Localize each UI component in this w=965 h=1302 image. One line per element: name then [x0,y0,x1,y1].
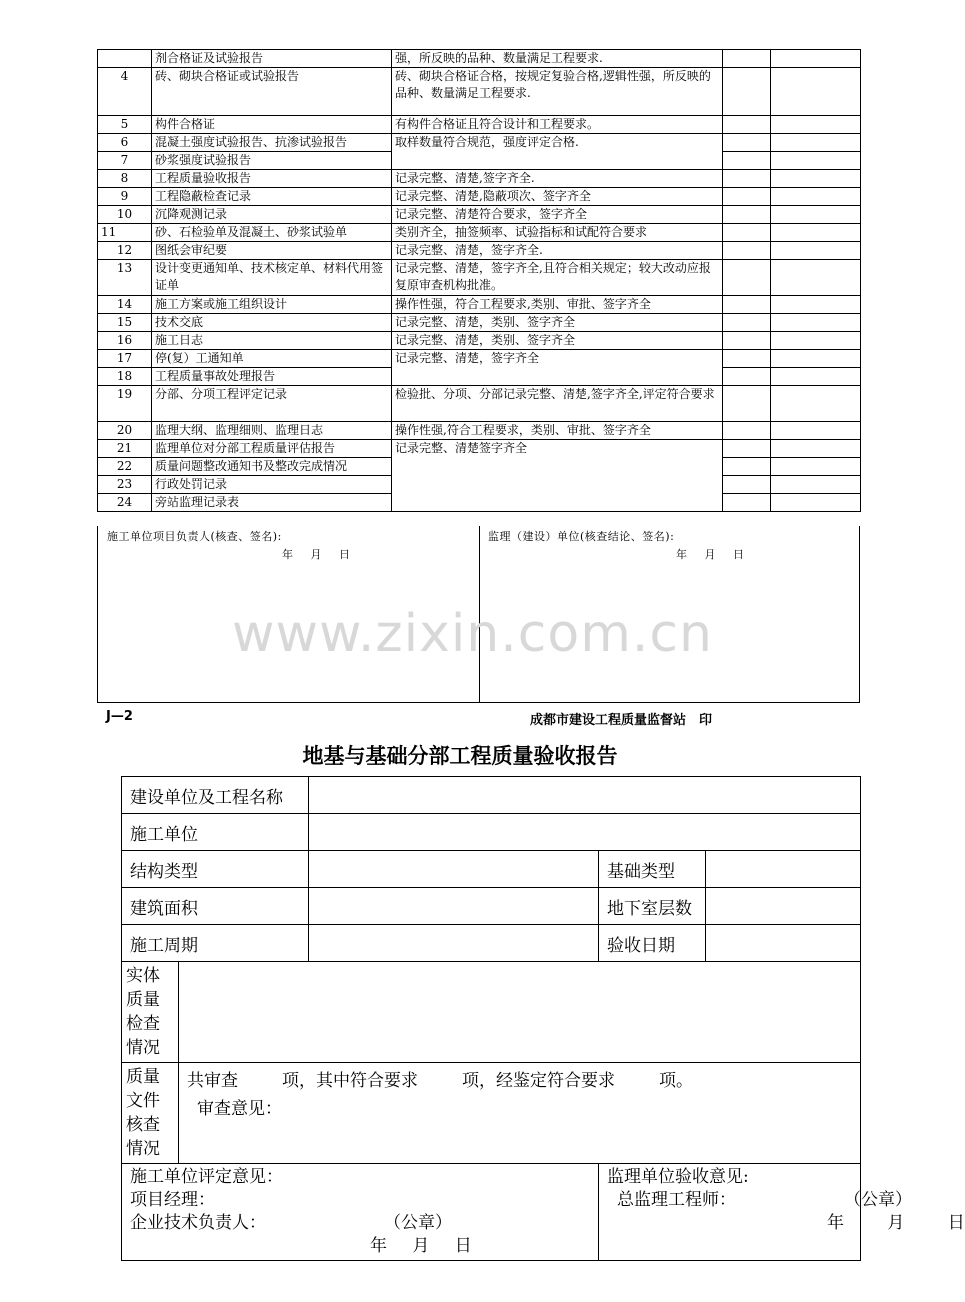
owner-project-label: 建设单位及工程名称 [122,777,309,814]
document-item: 工程隐蔽检查记录 [152,188,392,206]
watermark: www.zixin.com.cn [232,604,713,664]
row-number: 12 [98,242,152,260]
check-cell[interactable] [723,332,771,350]
document-item: 质量问题整改通知书及整改完成情况 [152,458,392,476]
remark-cell[interactable] [771,458,861,476]
row-number: 19 [98,386,152,422]
label-line: 检查 [126,1014,160,1034]
remark-cell[interactable] [771,224,861,242]
document-item: 监理单位对分部工程质量评估报告 [152,440,392,458]
label-line: 实体 [126,966,160,986]
requirement-text: 强，所反映的品种、数量满足工程要求. [392,50,723,68]
requirement-text: 记录完整、清楚，签字齐全. [392,242,723,260]
remark-cell[interactable] [771,386,861,422]
contractor-seal-label: （公章） [384,1213,452,1233]
document-item: 停(复）工通知单 [152,350,392,368]
row-number: 20 [98,422,152,440]
construction-period-field[interactable] [309,925,599,962]
checklist-row [98,350,861,368]
remark-cell[interactable] [771,476,861,494]
row-number: 13 [98,260,152,296]
basement-floors-label: 地下室层数 [599,888,706,925]
issuing-organization: 成都市建设工程质量监督站 印 [530,713,713,728]
requirement-text: 操作性强,符合工程要求，类别、审批、签字齐全 [392,422,723,440]
check-cell[interactable] [723,188,771,206]
requirement-text: 有构件合格证且符合设计和工程要求。 [392,116,723,134]
requirement-text: 砖、砌块合格证合格，按规定复验合格,逻辑性强，所反映的品种、数量满足工程要求. [392,68,723,116]
requirement-text: 记录完整、清楚，类别、签字齐全 [392,314,723,332]
contractor-field[interactable] [309,814,861,851]
checklist-row [98,242,861,260]
supervisor-sign-date: 年 月 日 [676,548,744,561]
check-cell[interactable] [723,152,771,170]
check-cell[interactable] [723,134,771,152]
checklist-row [98,50,861,68]
remark-cell[interactable] [771,50,861,68]
supervisor-seal-label: （公章） [844,1190,912,1210]
structure-type-label: 结构类型 [122,851,309,888]
construction-period-label: 施工周期 [122,925,309,962]
requirement-text: 操作性强，符合工程要求,类别、审批、签字齐全 [392,296,723,314]
document-item: 分部、分项工程评定记录 [152,386,392,422]
document-item: 构件合格证 [152,116,392,134]
row-number: 24 [98,494,152,512]
review-text: 项，其中符合要求 [282,1071,418,1091]
check-cell[interactable] [723,50,771,68]
document-item: 工程质量事故处理报告 [152,368,392,386]
row-number: 7 [98,152,152,170]
contractor-opinion-label: 施工单位评定意见： [130,1167,283,1187]
check-cell[interactable] [723,422,771,440]
row-number: 18 [98,368,152,386]
check-cell[interactable] [723,440,771,458]
document-item: 技术交底 [152,314,392,332]
review-text: 项，经鉴定符合要求 [462,1071,615,1091]
check-cell[interactable] [723,68,771,116]
foundation-type-field[interactable] [706,851,861,888]
row-number: 16 [98,332,152,350]
checklist-row [98,440,861,458]
remark-cell[interactable] [771,314,861,332]
checklist-row [98,386,861,422]
row-number: 11 [98,224,152,242]
check-cell[interactable] [723,494,771,512]
foundation-type-label: 基础类型 [599,851,706,888]
acceptance-date-field[interactable] [706,925,861,962]
physical-quality-field[interactable] [179,962,861,1063]
owner-project-field[interactable] [309,777,861,814]
remark-cell[interactable] [771,206,861,224]
document-item: 砂浆强度试验报告 [152,152,392,170]
check-cell[interactable] [723,314,771,332]
remark-cell[interactable] [771,260,861,296]
label-line: 文件 [126,1091,160,1111]
remark-cell[interactable] [771,350,861,368]
acceptance-report-form [121,776,965,1261]
contractor-date: 年 月 日 [370,1236,472,1256]
row-number: 14 [98,296,152,314]
document-item: 剂合格证及试验报告 [152,50,392,68]
checklist-row [98,314,861,332]
row-number: 9 [98,188,152,206]
checklist-row [98,188,861,206]
review-opinion-label: 审查意见： [197,1099,282,1119]
contractor-sign-label: 施工单位项目负责人(核查、签名): [107,530,282,543]
row-number: 15 [98,314,152,332]
remark-cell[interactable] [771,296,861,314]
document-item: 砂、石检验单及混凝土、砂浆试验单 [152,224,392,242]
check-cell[interactable] [723,242,771,260]
checklist-row [98,260,861,296]
check-cell[interactable] [723,296,771,314]
check-cell[interactable] [723,116,771,134]
checklist-row [98,296,861,314]
document-item: 监理大纲、监理细则、监理日志 [152,422,392,440]
review-text: 共审查 [187,1071,238,1091]
building-area-field[interactable] [309,888,599,925]
document-item: 混凝土强度试验报告、抗渗试验报告 [152,134,392,152]
document-item: 施工方案或施工组织设计 [152,296,392,314]
label-line: 质量 [126,990,160,1010]
check-cell[interactable] [723,458,771,476]
contractor-sign-date: 年 月 日 [282,548,350,561]
document-item: 沉降观测记录 [152,206,392,224]
document-item: 施工日志 [152,332,392,350]
document-item: 图纸会审纪要 [152,242,392,260]
row-number: 21 [98,440,152,458]
checklist-row [98,134,861,152]
building-area-label: 建筑面积 [122,888,309,925]
structure-type-field[interactable] [309,851,599,888]
label-line: 质量 [126,1067,160,1087]
row-number: 17 [98,350,152,368]
requirement-text: 记录完整、清楚，签字齐全 [392,350,723,386]
requirement-text: 记录完整、清楚，类别、签字齐全 [392,332,723,350]
supervisor-opinion-cell[interactable] [599,1164,965,1261]
checklist-row [98,206,861,224]
requirement-text: 检验批、分项、分部记录完整、清楚,签字齐全,评定符合要求 [392,386,723,422]
remark-cell[interactable] [771,116,861,134]
chief-supervisor-label: 总监理工程师： [617,1190,736,1210]
remark-cell[interactable] [771,440,861,458]
remark-cell[interactable] [771,332,861,350]
check-cell[interactable] [723,260,771,296]
contractor-opinion-cell[interactable] [122,1164,599,1261]
physical-quality-label [122,962,179,1063]
document-item: 旁站监理记录表 [152,494,392,512]
acceptance-date-label: 验收日期 [599,925,706,962]
remark-cell[interactable] [771,152,861,170]
check-cell[interactable] [723,368,771,386]
checklist-table [97,49,861,512]
remark-cell[interactable] [771,368,861,386]
row-number: 5 [98,116,152,134]
requirement-text: 取样数量符合规范，强度评定合格. [392,134,723,170]
document-item: 行政处罚记录 [152,476,392,494]
review-text: 项。 [659,1071,693,1091]
remark-cell[interactable] [771,242,861,260]
label-line: 情况 [126,1038,160,1058]
row-number: 6 [98,134,152,152]
row-number: 8 [98,170,152,188]
requirement-text: 记录完整、清楚,签字齐全. [392,170,723,188]
document-item: 设计变更通知单、技术核定单、材料代用签证单 [152,260,392,296]
row-number: 23 [98,476,152,494]
document-review-label [122,1063,179,1164]
row-number: 4 [98,68,152,116]
document-item: 砖、砌块合格证或试验报告 [152,68,392,116]
remark-cell[interactable] [771,422,861,440]
row-number: 22 [98,458,152,476]
requirement-text: 记录完整、清楚符合要求，签字齐全 [392,206,723,224]
remark-cell[interactable] [771,188,861,206]
basement-floors-field[interactable] [706,888,861,925]
remark-cell[interactable] [771,494,861,512]
report-title: 地基与基础分部工程质量验收报告 [302,744,618,768]
remark-cell[interactable] [771,134,861,152]
project-manager-label: 项目经理： [130,1190,215,1210]
form-code: J—2 [106,709,133,724]
label-line: 核查 [126,1115,160,1135]
supervisor-date: 年 月 日 [827,1213,965,1233]
checklist-row [98,422,861,440]
contractor-label: 施工单位 [122,814,309,851]
checklist-row [98,170,861,188]
checklist-row [98,68,861,116]
row-number: 10 [98,206,152,224]
label-line: 情况 [126,1139,160,1159]
checklist-section [97,49,860,512]
checklist-row [98,224,861,242]
check-cell[interactable] [723,476,771,494]
row-number [98,50,152,68]
check-cell[interactable] [723,206,771,224]
document-item: 工程质量验收报告 [152,170,392,188]
check-cell[interactable] [723,170,771,188]
tech-lead-label: 企业技术负责人： [130,1213,266,1233]
check-cell[interactable] [723,386,771,422]
document-review-summary [187,1067,852,1095]
remark-cell[interactable] [771,170,861,188]
supervisor-sign-label: 监理（建设）单位(核查结论、签名): [488,530,675,543]
requirement-text: 类别齐全，抽签频率、试验指标和试配符合要求 [392,224,723,242]
document-review-field[interactable] [179,1063,861,1164]
supervisor-opinion-label: 监理单位验收意见: [607,1167,749,1187]
requirement-text: 记录完整、清楚签字齐全 [392,440,723,512]
check-cell[interactable] [723,350,771,368]
checklist-row [98,116,861,134]
check-cell[interactable] [723,224,771,242]
requirement-text: 记录完整、清楚,隐蔽项次、签字齐全 [392,188,723,206]
checklist-row [98,332,861,350]
requirement-text: 记录完整、清楚，签字齐全,且符合相关规定；较大改动应报复原审查机构批准。 [392,260,723,296]
remark-cell[interactable] [771,68,861,116]
